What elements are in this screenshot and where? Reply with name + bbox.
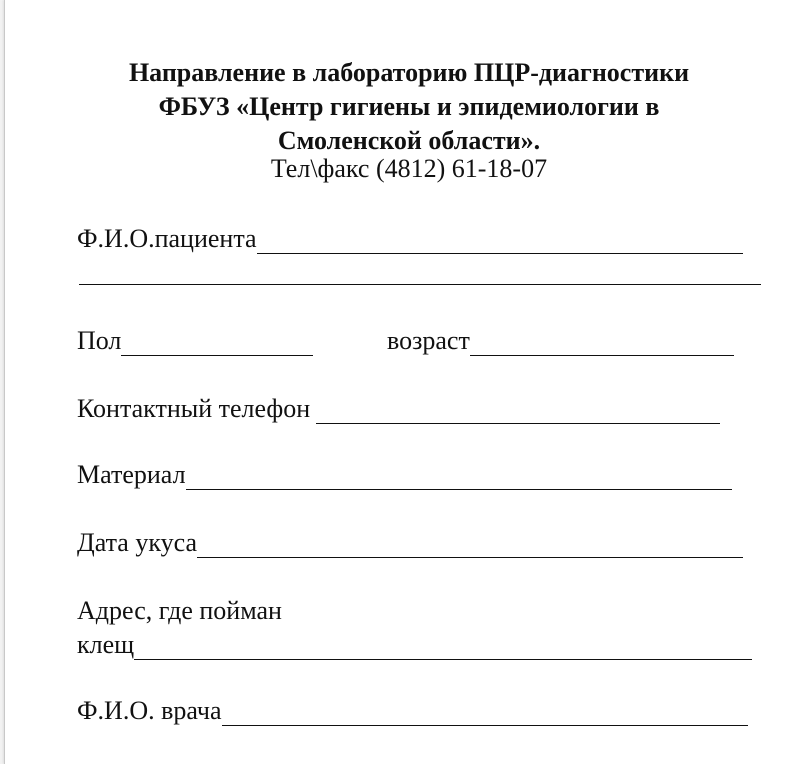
title-line-1: Направление в лабораторию ПЦР-диагностики: [128, 58, 690, 87]
bite-date-line[interactable]: [197, 531, 743, 558]
patient-name-line[interactable]: [257, 227, 743, 254]
contact-phone-line[interactable]: [316, 397, 720, 424]
doctor-name-line[interactable]: [222, 699, 748, 726]
patient-name-field: [77, 224, 743, 254]
patient-name-line-2[interactable]: [79, 284, 761, 285]
title-line-3: Смоленской области».: [277, 126, 541, 155]
bite-date-label: Дата укуса: [77, 528, 197, 557]
bite-date-field: [77, 528, 743, 558]
phone-fax: Тел\факс (4812) 61-18-07: [270, 154, 548, 183]
sex-label: Пол: [77, 326, 122, 355]
material-label: Материал: [77, 460, 186, 489]
document-page: [4, 0, 812, 764]
contact-phone-field: [77, 394, 720, 424]
patient-name-label: Ф.И.О.пациента: [77, 224, 257, 253]
age-line[interactable]: [470, 329, 734, 356]
address-field: [77, 630, 752, 660]
title-line-2: ФБУЗ «Центр гигиены и эпидемиологии в: [158, 92, 660, 121]
address-label-text-1: Адрес, где пойман: [77, 596, 282, 625]
address-label-text-2: клещ: [77, 630, 135, 659]
address-line[interactable]: [134, 633, 752, 660]
form-title: [5, 56, 812, 158]
doctor-name-field: [77, 696, 748, 726]
sex-line[interactable]: [121, 329, 313, 356]
address-label-line-1: [77, 596, 282, 626]
material-line[interactable]: [186, 463, 732, 490]
age-field: [387, 326, 734, 356]
doctor-name-label: Ф.И.О. врача: [77, 696, 222, 725]
age-label: возраст: [387, 326, 470, 355]
sex-field: [77, 326, 313, 356]
contact-phone-label: Контактный телефон: [77, 394, 311, 423]
material-field: [77, 460, 732, 490]
